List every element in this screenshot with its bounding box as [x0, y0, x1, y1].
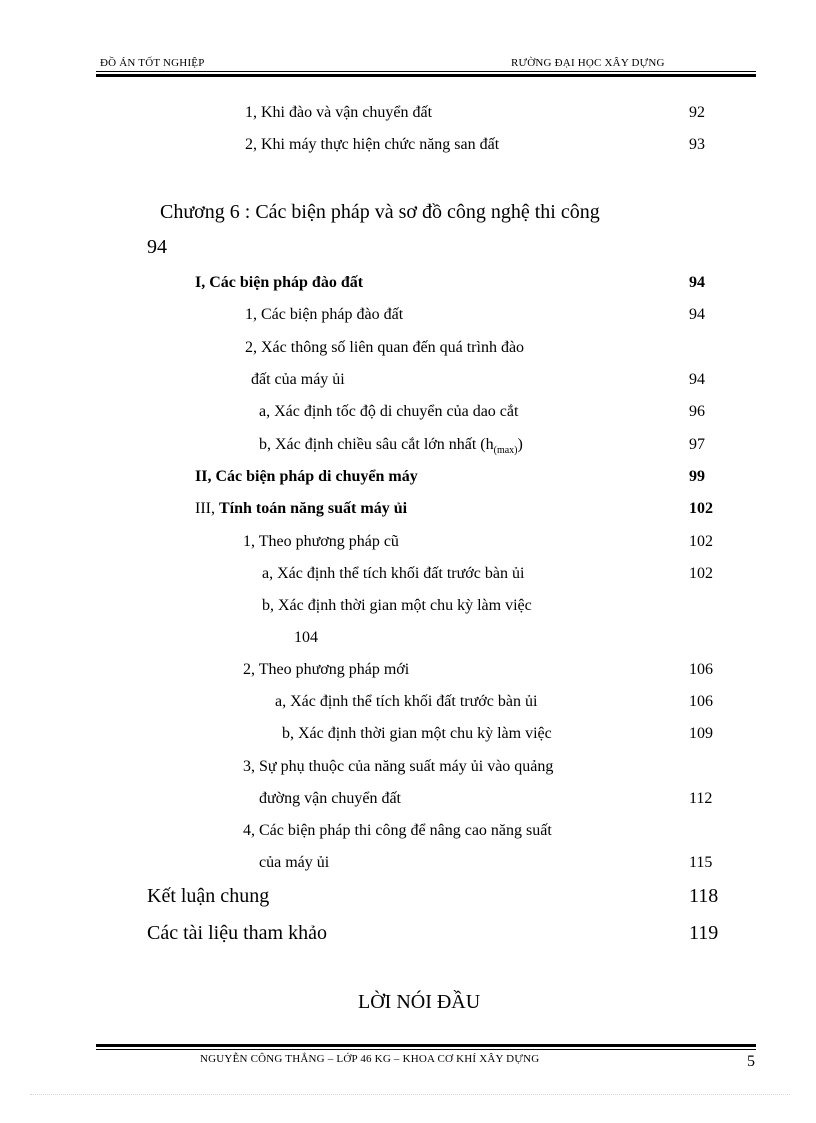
toc-row-i-2-line2: đất của máy ủi	[251, 371, 345, 388]
toc-page-iii-2a: 106	[689, 693, 713, 710]
toc-row-iii-4-line2: của máy ủi	[259, 854, 330, 871]
preface-title: LỜI NÓI ĐẦU	[358, 991, 481, 1013]
toc-row-iii-3-line2: đường vận chuyển đất	[259, 790, 401, 807]
toc-section-1: I, Các biện pháp đào đất	[195, 274, 364, 291]
toc-section-3-page: 102	[689, 500, 713, 517]
toc-page-iii-1: 102	[689, 533, 713, 550]
toc-page-i-2: 94	[689, 371, 705, 388]
page-bottom-dotted-line	[30, 1094, 790, 1095]
toc-row-iii-1: 1, Theo phương pháp cũ	[243, 533, 399, 550]
toc-conclusion: Kết luận chung	[147, 885, 270, 907]
toc-row-1-1: 1, Khi đào và vận chuyển đất	[245, 104, 433, 121]
toc-page-iii-4: 115	[689, 854, 713, 871]
toc-row-iii-1b: b, Xác định thời gian một chu kỳ làm việc	[262, 597, 532, 614]
toc-section-3	[195, 500, 407, 518]
footer-rule-thin	[96, 1049, 756, 1050]
toc-row-i-2b-subscript: (max)	[493, 445, 518, 457]
toc-row-iii-2: 2, Theo phương pháp mới	[243, 661, 410, 678]
toc-page-iii-1a: 102	[689, 565, 713, 582]
toc-row-i-2-line1: 2, Xác thông số liên quan đến quá trình đào	[245, 339, 525, 356]
toc-page-iii-2: 106	[689, 661, 713, 678]
toc-page-iii-1b: 104	[294, 629, 318, 646]
toc-page-1-2: 93	[689, 136, 705, 153]
toc-page-1-1: 92	[689, 104, 705, 121]
toc-references: Các tài liệu tham khảo	[147, 922, 327, 944]
toc-row-1-2: 2, Khi máy thực hiện chức năng san đất	[245, 136, 500, 153]
header-rule-thin	[96, 71, 756, 72]
toc-section-3-title: Tính toán năng suất máy ủi	[218, 500, 408, 517]
toc-page-iii-2b: 109	[689, 725, 713, 742]
toc-row-iii-2a: a, Xác định thể tích khối đất trước bàn ủi	[275, 693, 538, 710]
toc-row-iii-4-line1: 4, Các biện pháp thi công để nâng cao năng suất	[243, 822, 552, 839]
toc-row-iii-1a: a, Xác định thể tích khối đất trước bàn ủi	[262, 565, 525, 582]
footer-rule-thick	[96, 1044, 756, 1047]
toc-conclusion-page: 118	[689, 885, 719, 907]
toc-row-iii-2b: b, Xác định thời gian một chu kỳ làm việc	[282, 725, 552, 742]
toc-row-i-1: 1, Các biện pháp đào đất	[245, 306, 404, 323]
toc-chapter-6-page: 94	[147, 236, 167, 258]
page-number: 5	[747, 1053, 755, 1070]
toc-row-i-2b-text: b, Xác định chiều sâu cắt lớn nhất (h	[259, 436, 494, 453]
toc-page-i-2a: 96	[689, 403, 705, 420]
footer-text: NGUYỄN CÔNG THẮNG – LỚP 46 KG – KHOA CƠ KHÍ XÂY DỰNG	[200, 1053, 540, 1065]
toc-chapter-6: Chương 6 : Các biện pháp và sơ đồ công nghệ thi công	[160, 201, 600, 223]
toc-row-i-2b-close: )	[517, 436, 523, 453]
toc-row-i-2a: a, Xác định tốc độ di chuyển của dao cắt	[259, 403, 519, 420]
toc-row-i-2b	[259, 436, 523, 456]
toc-row-iii-3-line1: 3, Sự phụ thuộc của năng suất máy ủi vào quảng	[243, 758, 554, 775]
header-right: RƯỜNG ĐẠI HỌC XÂY DỰNG	[511, 57, 665, 69]
toc-section-2: II, Các biện pháp di chuyển máy	[195, 468, 418, 485]
toc-section-2-page: 99	[689, 468, 705, 485]
header-rule-thick	[96, 74, 756, 77]
toc-page-i-1: 94	[689, 306, 705, 323]
toc-section-3-prefix: III,	[195, 500, 215, 517]
header-left: ĐỒ ÁN TỐT NGHIỆP	[100, 57, 205, 69]
toc-page-iii-3: 112	[689, 790, 713, 807]
toc-page-i-2b: 97	[689, 436, 705, 453]
toc-section-1-page: 94	[689, 274, 705, 291]
toc-references-page: 119	[689, 922, 719, 944]
